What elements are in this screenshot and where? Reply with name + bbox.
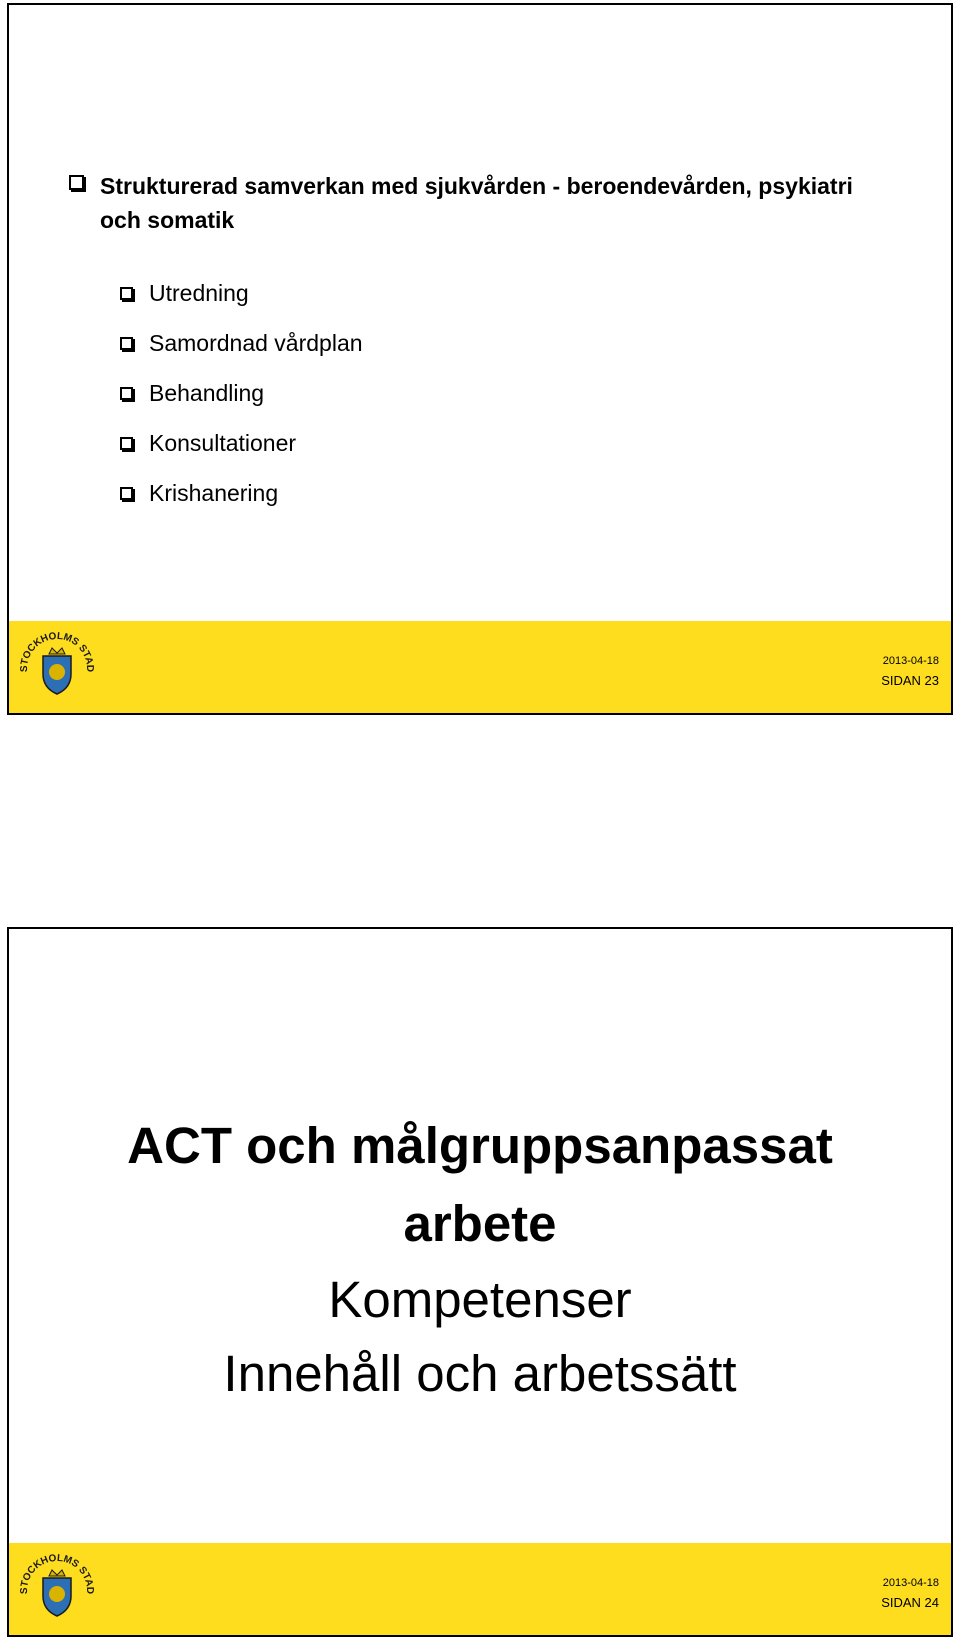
slide-title-line-1: ACT och målgruppsanpassat xyxy=(127,1117,833,1174)
list-item xyxy=(120,468,363,518)
checkbox-square-icon xyxy=(120,387,133,400)
slide-title-line-2: arbete xyxy=(403,1195,557,1252)
slide-page-number: SIDAN 24 xyxy=(881,1595,939,1610)
checkbox-square-icon xyxy=(120,437,133,450)
slide-footer xyxy=(9,621,951,713)
main-bullet-text: Strukturerad samverkan med sjukvården - beroendevården, psykiatri och somatik xyxy=(100,173,853,233)
slide-footer xyxy=(9,1543,951,1635)
list-item xyxy=(120,418,363,468)
sub-bullet-text: Konsultationer xyxy=(149,429,297,456)
checkbox-square-icon xyxy=(69,175,84,190)
checkbox-square-icon xyxy=(120,337,133,350)
list-item xyxy=(120,268,363,318)
title-block xyxy=(9,1107,951,1411)
stockholm-seal-icon xyxy=(16,628,98,710)
slide-date: 2013-04-18 xyxy=(882,655,939,667)
sub-bullet-text: Samordnad vårdplan xyxy=(149,329,363,356)
checkbox-square-icon xyxy=(120,487,133,500)
sub-bullet-text: Krishanering xyxy=(149,479,279,506)
slide-24 xyxy=(7,927,953,1637)
slide-23 xyxy=(7,3,953,715)
slide-page-number: SIDAN 23 xyxy=(881,673,939,688)
svg-text:STOCKHOLMS STAD: STOCKHOLMS STAD xyxy=(18,1552,96,1595)
svg-text:STOCKHOLMS STAD: STOCKHOLMS STAD xyxy=(18,630,96,673)
sub-bullet-list xyxy=(120,268,363,518)
stockholm-seal-icon xyxy=(16,1550,98,1632)
slide-date: 2013-04-18 xyxy=(882,1577,939,1589)
list-item xyxy=(120,318,363,368)
slide-subtitle-line-2: Innehåll och arbetssätt xyxy=(223,1345,737,1402)
checkbox-square-icon xyxy=(120,287,133,300)
sub-bullet-text: Utredning xyxy=(149,279,249,306)
main-bullet xyxy=(69,169,899,237)
sub-bullet-text: Behandling xyxy=(149,379,265,406)
slide-subtitle-line-1: Kompetenser xyxy=(328,1271,632,1328)
list-item xyxy=(120,368,363,418)
